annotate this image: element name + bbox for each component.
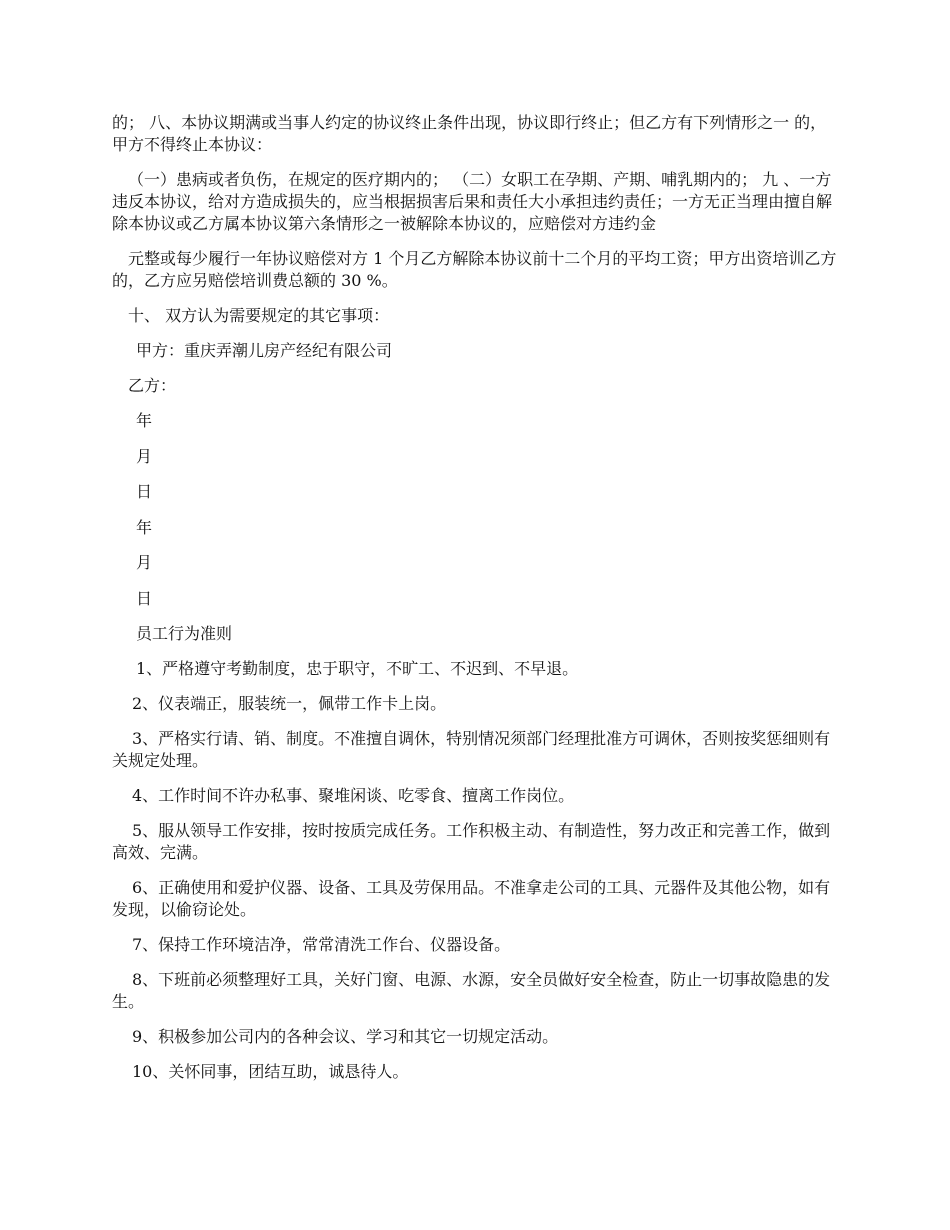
paragraph-exceptions-breach: （一）患病或者负伤，在规定的医疗期内的； （二）女职工在孕期、产期、哺乳期内的； 九 、一方违反本协议，给对方造成损失的，应当根据损害后果和责任大小承担违约责任；一方无正当理由擅自解除本协议或乙方属本协议第六条情形之一被解除本协议的，应赔偿对方违约金: [112, 170, 833, 233]
rule-8: 8、下班前必须整理好工具，关好门窗、电源、水源，安全员做好安全检查，防止一切事故隐患的发生。: [112, 970, 831, 1011]
paragraph-other-matters: 十、 双方认为需要规定的其它事项：: [128, 306, 390, 325]
rule-2: 2、仪表端正，服装统一，佩带工作卡上岗。: [132, 694, 447, 713]
date-month-1: 月: [136, 446, 153, 466]
document-page: [112, 112, 842, 1096]
party-a-line: 甲方：重庆弄潮儿房产经纪有限公司: [136, 341, 393, 360]
rule-1: 1、严格遵守考勤制度，忠于职守，不旷工、不迟到、不早退。: [136, 659, 579, 678]
section-title-code-of-conduct: 员工行为准则: [136, 624, 233, 643]
rule-3: 3、严格实行请、销、制度。不准擅自调休，特别情况须部门经理批准方可调休，否则按奖惩细则有关规定处理。: [112, 729, 831, 770]
date-year-2: 年: [136, 517, 153, 537]
date-year-1: 年: [136, 411, 153, 430]
date-month-2: 月: [136, 553, 153, 572]
paragraph-termination: 的； 八、本协议期满或当事人约定的协议终止条件出现，协议即行终止；但乙方有下列情形之一 的，甲方不得终止本协议：: [112, 113, 827, 154]
date-day-2: 日: [136, 588, 153, 608]
date-day-1: 日: [136, 482, 153, 501]
paragraph-compensation: 元整或每少履行一年协议赔偿对方 1 个月乙方解除本协议前十二个月的平均工资；甲方出资培训乙方的，乙方应另赔偿培训费总额的 30 %。: [112, 249, 837, 290]
rule-9: 9、积极参加公司内的各种会议、学习和其它一切规定活动。: [132, 1027, 559, 1046]
rule-4: 4、工作时间不许办私事、聚堆闲谈、吃零食、擅离工作岗位。: [132, 786, 575, 805]
rule-10: 10、关怀同事，团结互助，诚恳待人。: [132, 1062, 409, 1081]
rule-6: 6、正确使用和爱护仪器、设备、工具及劳保用品。不准拿走公司的工具、元器件及其他公物，如有发现，以偷窃论处。: [112, 878, 831, 919]
rule-5: 5、服从领导工作安排，按时按质完成任务。工作积极主动、有制造性，努力改正和完善工作，做到高效、完满。: [112, 821, 831, 862]
party-b-line: 乙方：: [128, 376, 177, 395]
rule-7: 7、保持工作环境洁净，常常清洗工作台、仪器设备。: [132, 935, 511, 954]
